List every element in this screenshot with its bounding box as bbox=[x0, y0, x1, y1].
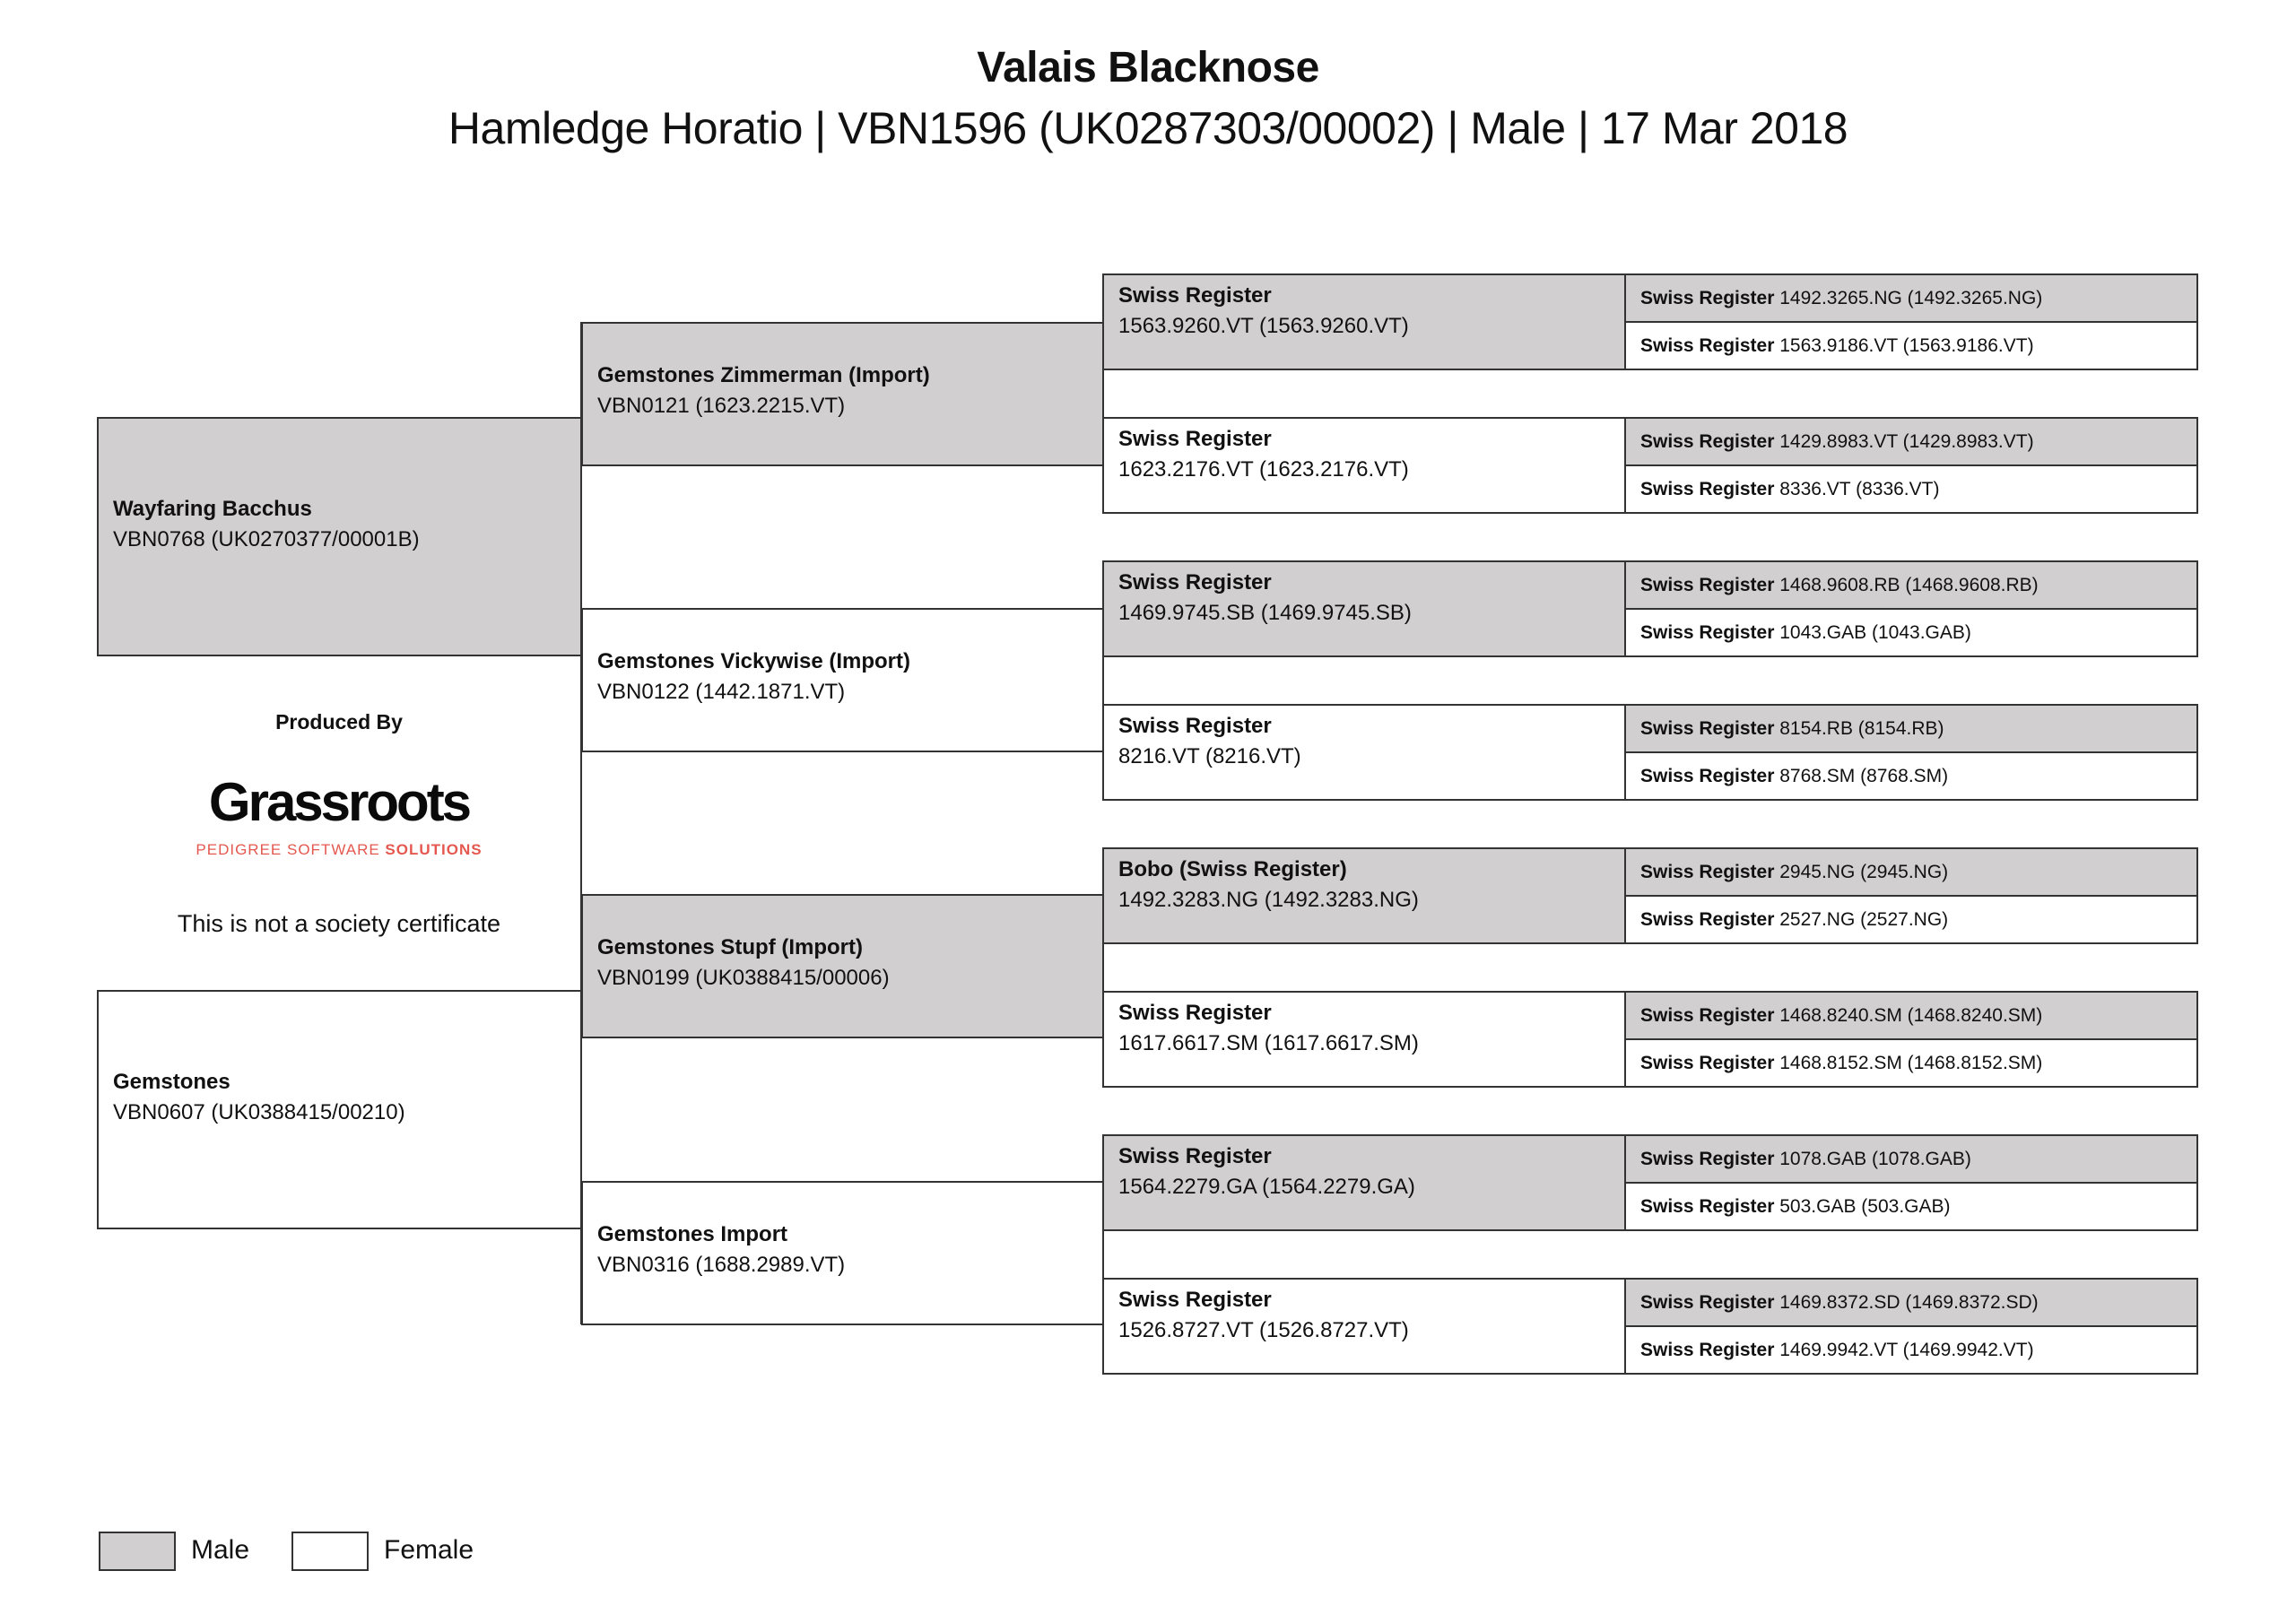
dam-box[interactable] bbox=[97, 990, 582, 1229]
great-grandparent-id: 1563.9260.VT (1563.9260.VT) bbox=[1118, 314, 1409, 338]
ancestor-id: 2527.NG (2527.NG) bbox=[1779, 908, 1949, 930]
great-grandparent-id: 1492.3283.NG (1492.3283.NG) bbox=[1118, 888, 1419, 912]
produced-by-label: Produced By bbox=[275, 710, 403, 733]
grassroots-logo: Grassroots bbox=[208, 772, 470, 832]
grandparent-id: VBN0199 (UK0388415/00006) bbox=[597, 965, 890, 990]
grandparent-box[interactable] bbox=[581, 1181, 1104, 1325]
great-great-grandparent-box[interactable] bbox=[1624, 991, 2198, 1040]
great-grandparent-box[interactable] bbox=[1102, 417, 1626, 514]
grandparent-id: VBN0121 (1623.2215.VT) bbox=[597, 393, 846, 418]
breed-title: Valais Blacknose bbox=[977, 44, 1319, 91]
grandparent-box[interactable] bbox=[581, 608, 1104, 752]
ancestor-register: Swiss Register bbox=[1640, 765, 1775, 786]
grandparent-id: VBN0316 (1688.2989.VT) bbox=[597, 1252, 846, 1277]
great-great-grandparent-box[interactable] bbox=[1624, 704, 2198, 753]
great-great-grandparent-box[interactable] bbox=[1624, 560, 2198, 610]
logo-tagline-light: PEDIGREE SOFTWARE bbox=[196, 841, 380, 858]
great-grandparent-box[interactable] bbox=[1102, 991, 1626, 1088]
ancestor-register: Swiss Register bbox=[1640, 1004, 1775, 1026]
great-grandparent-name: Swiss Register bbox=[1118, 427, 1272, 451]
ancestor-id: 1078.GAB (1078.GAB) bbox=[1779, 1148, 1971, 1169]
ancestor-register: Swiss Register bbox=[1640, 717, 1775, 739]
ancestor-register: Swiss Register bbox=[1640, 478, 1775, 499]
sire-box[interactable] bbox=[97, 417, 582, 656]
ancestor-id: 1563.9186.VT (1563.9186.VT) bbox=[1779, 334, 2034, 356]
logo-tagline-bold: SOLUTIONS bbox=[385, 841, 483, 858]
ancestor-id: 8768.SM (8768.SM) bbox=[1779, 765, 1949, 786]
ancestor-id: 1429.8983.VT (1429.8983.VT) bbox=[1779, 430, 2034, 452]
animal-summary: Hamledge Horatio | VBN1596 (UK0287303/00002) | Male | 17 Mar 2018 bbox=[448, 103, 1848, 153]
great-grandparent-box[interactable] bbox=[1102, 560, 1626, 657]
ancestor-register: Swiss Register bbox=[1640, 861, 1775, 882]
great-great-grandparent-box[interactable] bbox=[1624, 321, 2198, 370]
legend-female-swatch bbox=[291, 1532, 369, 1571]
great-grandparent-box[interactable] bbox=[1102, 1134, 1626, 1231]
ancestor-register: Swiss Register bbox=[1640, 1148, 1775, 1169]
ancestor-register: Swiss Register bbox=[1640, 1195, 1775, 1217]
great-grandparent-id: 1526.8727.VT (1526.8727.VT) bbox=[1118, 1318, 1409, 1342]
great-grandparent-name: Swiss Register bbox=[1118, 1288, 1272, 1312]
great-great-grandparent-box[interactable] bbox=[1624, 847, 2198, 897]
ancestor-register: Swiss Register bbox=[1640, 1052, 1775, 1073]
legend-male-swatch bbox=[99, 1532, 176, 1571]
grandparent-id: VBN0122 (1442.1871.VT) bbox=[597, 679, 846, 704]
ancestor-register: Swiss Register bbox=[1640, 1291, 1775, 1313]
great-grandparent-id: 8216.VT (8216.VT) bbox=[1118, 744, 1301, 768]
great-grandparent-name: Swiss Register bbox=[1118, 714, 1272, 738]
great-grandparent-id: 1469.9745.SB (1469.9745.SB) bbox=[1118, 601, 1412, 625]
grandparent-name: Gemstones Vickywise (Import) bbox=[597, 648, 911, 673]
dam-id: VBN0607 (UK0388415/00210) bbox=[113, 1099, 405, 1124]
great-grandparent-id: 1564.2279.GA (1564.2279.GA) bbox=[1118, 1175, 1415, 1199]
great-grandparent-name: Bobo (Swiss Register) bbox=[1118, 857, 1347, 881]
ancestor-register: Swiss Register bbox=[1640, 430, 1775, 452]
great-great-grandparent-box[interactable] bbox=[1624, 751, 2198, 801]
great-grandparent-box[interactable] bbox=[1102, 273, 1626, 370]
great-great-grandparent-box[interactable] bbox=[1624, 1038, 2198, 1088]
great-grandparent-id: 1623.2176.VT (1623.2176.VT) bbox=[1118, 457, 1409, 482]
ancestor-id: 503.GAB (503.GAB) bbox=[1779, 1195, 1951, 1217]
great-great-grandparent-box[interactable] bbox=[1624, 608, 2198, 657]
great-grandparent-box[interactable] bbox=[1102, 847, 1626, 944]
great-grandparent-box[interactable] bbox=[1102, 1278, 1626, 1375]
great-great-grandparent-box[interactable] bbox=[1624, 1134, 2198, 1184]
great-grandparent-name: Swiss Register bbox=[1118, 1144, 1272, 1168]
legend-female-label: Female bbox=[384, 1535, 474, 1565]
sire-name: Wayfaring Bacchus bbox=[113, 496, 312, 521]
ancestor-id: 1469.8372.SD (1469.8372.SD) bbox=[1779, 1291, 2039, 1313]
grandparent-name: Gemstones Stupf (Import) bbox=[597, 934, 864, 959]
great-grandparent-id: 1617.6617.SM (1617.6617.SM) bbox=[1118, 1031, 1419, 1055]
disclaimer-text: This is not a society certificate bbox=[177, 910, 501, 937]
great-great-grandparent-box[interactable] bbox=[1624, 464, 2198, 514]
ancestor-id: 1043.GAB (1043.GAB) bbox=[1779, 621, 1971, 643]
great-great-grandparent-box[interactable] bbox=[1624, 1278, 2198, 1327]
grandparent-box[interactable] bbox=[581, 322, 1104, 466]
great-great-grandparent-box[interactable] bbox=[1624, 1182, 2198, 1231]
great-grandparent-name: Swiss Register bbox=[1118, 1001, 1272, 1025]
ancestor-id: 2945.NG (2945.NG) bbox=[1779, 861, 1949, 882]
great-grandparent-name: Swiss Register bbox=[1118, 570, 1272, 595]
sire-id: VBN0768 (UK0270377/00001B) bbox=[113, 526, 420, 551]
ancestor-id: 8154.RB (8154.RB) bbox=[1779, 717, 1944, 739]
grandparent-box[interactable] bbox=[581, 894, 1104, 1038]
ancestor-id: 1468.8152.SM (1468.8152.SM) bbox=[1779, 1052, 2043, 1073]
ancestor-id: 8336.VT (8336.VT) bbox=[1779, 478, 1940, 499]
ancestor-id: 1492.3265.NG (1492.3265.NG) bbox=[1779, 287, 2043, 308]
great-great-grandparent-box[interactable] bbox=[1624, 273, 2198, 323]
great-grandparent-name: Swiss Register bbox=[1118, 283, 1272, 308]
ancestor-register: Swiss Register bbox=[1640, 287, 1775, 308]
grandparent-name: Gemstones Import bbox=[597, 1221, 788, 1246]
ancestor-id: 1468.9608.RB (1468.9608.RB) bbox=[1779, 574, 2039, 595]
grandparent-name: Gemstones Zimmerman (Import) bbox=[597, 362, 930, 387]
dam-name: Gemstones bbox=[113, 1069, 230, 1094]
great-great-grandparent-box[interactable] bbox=[1624, 1325, 2198, 1375]
ancestor-register: Swiss Register bbox=[1640, 908, 1775, 930]
ancestor-register: Swiss Register bbox=[1640, 334, 1775, 356]
great-great-grandparent-box[interactable] bbox=[1624, 895, 2198, 944]
ancestor-register: Swiss Register bbox=[1640, 1339, 1775, 1360]
ancestor-register: Swiss Register bbox=[1640, 574, 1775, 595]
ancestor-register: Swiss Register bbox=[1640, 621, 1775, 643]
legend-male-label: Male bbox=[191, 1535, 250, 1565]
ancestor-id: 1469.9942.VT (1469.9942.VT) bbox=[1779, 1339, 2034, 1360]
logo-tagline bbox=[97, 841, 581, 859]
great-grandparent-box[interactable] bbox=[1102, 704, 1626, 801]
ancestor-id: 1468.8240.SM (1468.8240.SM) bbox=[1779, 1004, 2043, 1026]
great-great-grandparent-box[interactable] bbox=[1624, 417, 2198, 466]
